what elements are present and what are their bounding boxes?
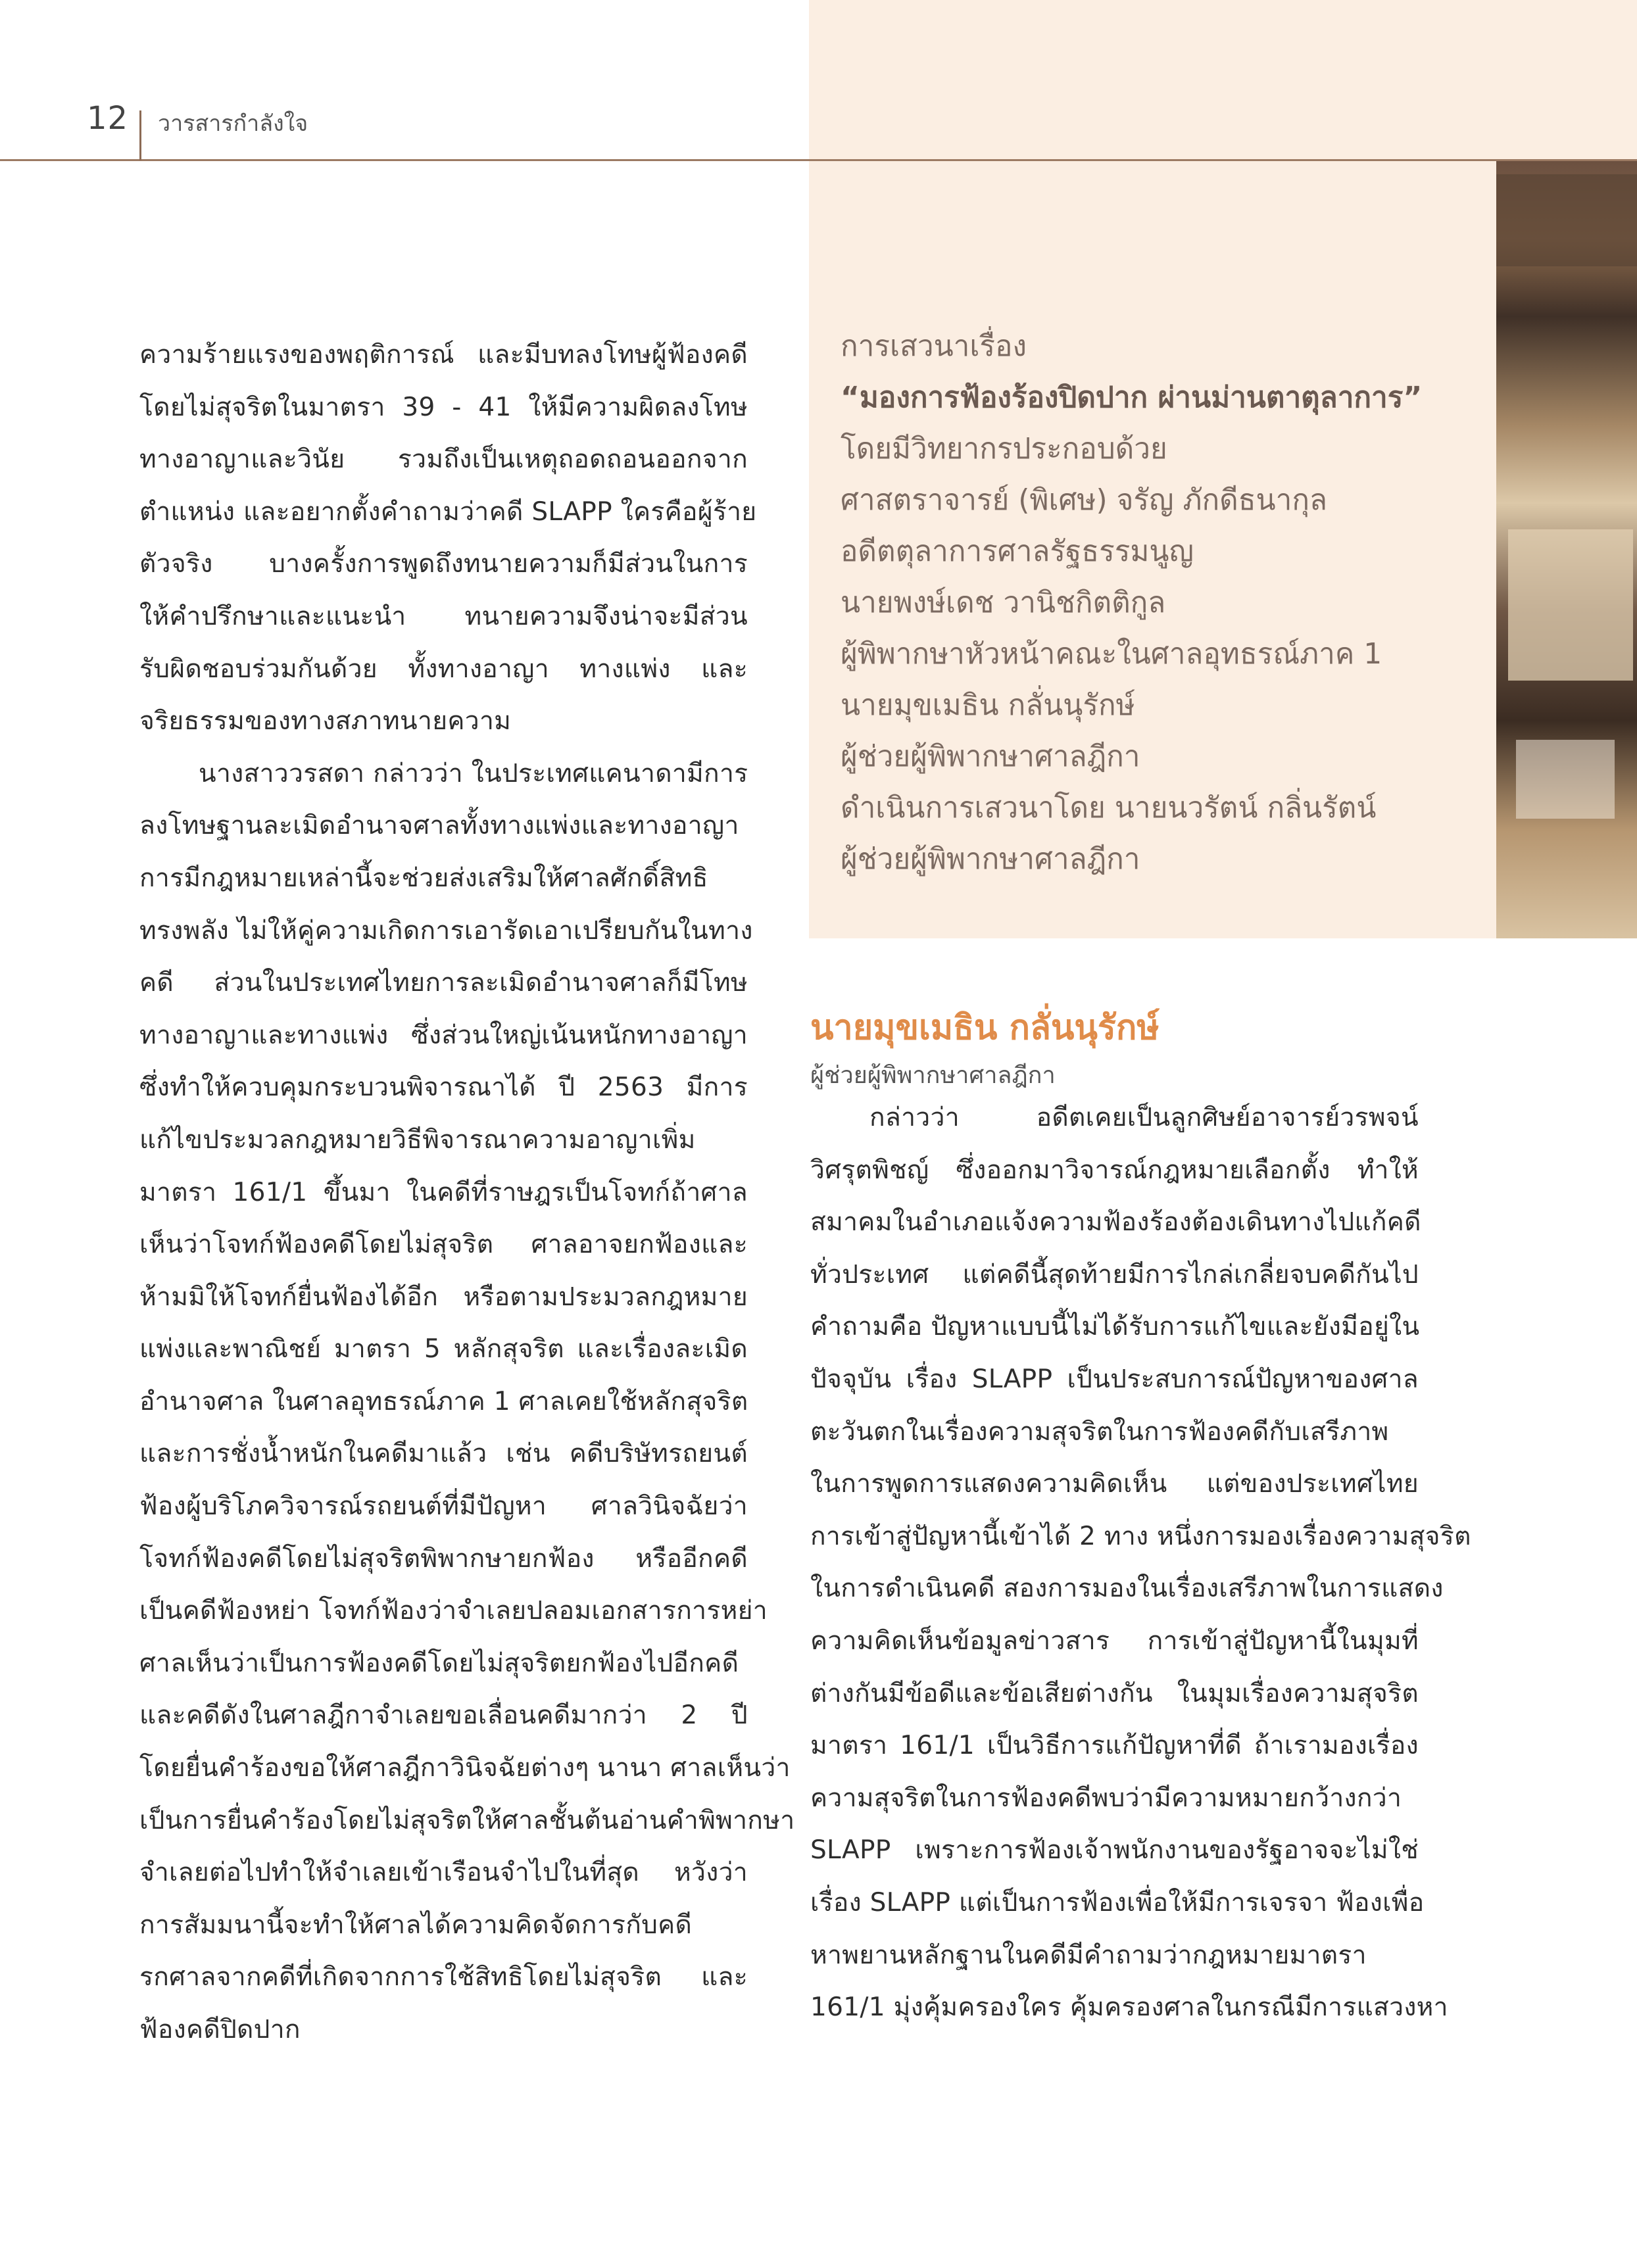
speaker-heading: นายมุขเมธิน กลั่นนุรักษ์ — [810, 1008, 1160, 1048]
body-line: ทางอาญาและวินัย รวมถึงเป็นเหตุถอดถอนออกจาก — [139, 445, 748, 475]
body-line: เห็นว่าโจทก์ฟ้องคดีโดยไม่สุจริต ศาลอาจยกฟ้องและ — [139, 1230, 748, 1260]
body-line: เป็นคดีฟ้องหย่า โจทก์ฟ้องว่าจำเลยปลอมเอกสารการหย่า — [139, 1596, 768, 1626]
speaker-role: ผู้ช่วยผู้พิพากษาศาลฎีกา — [810, 1062, 1056, 1089]
body-line: ซึ่งทำให้ควบคุมกระบวนพิจารณาได้ ปี 2563 มีการ — [139, 1073, 748, 1103]
panel-line: การเสวนาเรื่อง — [841, 329, 1027, 363]
body-line: ปัจจุบัน เรื่อง SLAPP เป็นประสบการณ์ปัญหาของศาล — [810, 1364, 1419, 1394]
body-line: ในการพูดการแสดงความคิดเห็น แต่ของประเทศไทย — [810, 1469, 1419, 1499]
body-line: จริยธรรมของทางสภาทนายความ — [139, 706, 512, 736]
body-line: มาตรา 161/1 เป็นวิธีการแก้ปัญหาที่ดี ถ้าเรามองเรื่อง — [810, 1731, 1419, 1761]
panel-line: ผู้ช่วยผู้พิพากษาศาลฎีกา — [841, 740, 1140, 773]
panel-line: ดำเนินการเสวนาโดย นายนวรัตน์ กลิ่นรัตน์ — [841, 791, 1377, 825]
body-line: เป็นการยื่นคำร้องโดยไม่สุจริตให้ศาลชั้นต้นอ่านคำพิพากษา — [139, 1805, 795, 1835]
panel-line: ผู้พิพากษาหัวหน้าคณะในศาลอุทธรณ์ภาค 1 — [841, 637, 1382, 671]
body-line: และคดีดังในศาลฎีกาจำเลยขอเลื่อนคดีมากว่า 2 ปี — [139, 1701, 748, 1731]
body-line: 161/1 มุ่งคุ้มครองใคร คุ้มครองศาลในกรณีมีการแสวงหา — [810, 1992, 1448, 2023]
body-line: ตำแหน่ง และอยากตั้งคำถามว่าคดี SLAPP ใครคือผู้ร้าย — [139, 496, 757, 527]
magazine-name: วารสารกำลังใจ — [158, 110, 308, 137]
body-line: โดยไม่สุจริตในมาตรา 39 - 41 ให้มีความผิดลงโทษ — [139, 392, 748, 422]
body-line: หาพยานหลักฐานในคดีมีคำถามว่ากฎหมายมาตรา — [810, 1940, 1367, 1970]
body-line: รับผิดชอบร่วมกันด้วย ทั้งทางอาญา ทางแพ่ง และ — [139, 654, 748, 684]
body-line: การมีกฎหมายเหล่านี้จะช่วยส่งเสริมให้ศาลศักดิ์สิทธิ — [139, 863, 708, 893]
panel-line: ผู้ช่วยผู้พิพากษาศาลฎีกา — [841, 842, 1140, 876]
header-separator — [139, 110, 141, 160]
body-line: วิศรุตพิชญ์ ซึ่งออกมาวิจารณ์กฎหมายเลือกตั้ง ทำให้ — [810, 1155, 1419, 1185]
panel-line: นายมุขเมธิน กลั่นนุรักษ์ — [841, 688, 1135, 722]
left-text-column — [139, 329, 795, 2056]
body-line: การสัมมนานี้จะทำให้ศาลได้ความคิดจัดการกับคดี — [139, 1910, 693, 1940]
body-line: ลงโทษฐานละเมิดอำนาจศาลทั้งทางแพ่งและทางอาญา — [139, 811, 739, 841]
body-line: ศาลเห็นว่าเป็นการฟ้องคดีโดยไม่สุจริตยกฟ้องไปอีกคดี — [139, 1648, 739, 1678]
body-line: ทรงพลัง ไม่ให้คู่ความเกิดการเอารัดเอาเปรียบกันในทาง — [139, 915, 753, 946]
seminar-info-text — [841, 321, 1492, 885]
body-line: แพ่งและพาณิชย์ มาตรา 5 หลักสุจริต และเรื่องละเมิด — [139, 1334, 748, 1364]
body-line: โจทก์ฟ้องคดีโดยไม่สุจริตพิพากษายกฟ้อง หรืออีกคดี — [139, 1543, 748, 1574]
body-line: กล่าวว่า อดีตเคยเป็นลูกศิษย์อาจารย์วรพจน์ — [869, 1103, 1419, 1132]
body-line: SLAPP เพราะการฟ้องเจ้าพนักงานของรัฐอาจจะไม่ใช่ — [810, 1835, 1419, 1866]
body-line: ทั่วประเทศ แต่คดีนี้สุดท้ายมีการไกล่เกลี่ยจบคดีกันไป — [810, 1259, 1419, 1290]
photo-tables — [1516, 740, 1615, 819]
body-line: มาตรา 161/1 ขึ้นมา ในคดีที่ราษฎรเป็นโจทก์ถ้าศาล — [139, 1177, 748, 1207]
panel-line: โดยมีวิทยากรประกอบด้วย — [841, 432, 1167, 466]
body-line: และการชั่งน้ำหนักในคดีมาแล้ว เช่น คดีบริษัทรถยนต์ — [139, 1439, 748, 1469]
body-line: คดี ส่วนในประเทศไทยการละเมิดอำนาจศาลก็มีโทษ — [139, 968, 748, 998]
body-line: รกศาลจากคดีที่เกิดจากการใช้สิทธิโดยไม่สุจริต และ — [139, 1962, 748, 1992]
body-line: สมาคมในอำเภอแจ้งความฟ้องร้องต้องเดินทางไปแก้คดี — [810, 1207, 1421, 1238]
body-line: ความสุจริตในการฟ้องคดีพบว่ามีความหมายกว้างกว่า — [810, 1783, 1402, 1813]
header-background — [809, 0, 1637, 160]
body-line: ตะวันตกในเรื่องความสุจริตในการฟ้องคดีกับเสรีภาพ — [810, 1416, 1389, 1447]
body-line: ให้คำปรึกษาและแนะนำ ทนายความจึงน่าจะมีส่วน — [139, 601, 748, 631]
photo-screen — [1508, 529, 1633, 681]
panel-line: นายพงษ์เดช วานิชกิตติกูล — [841, 586, 1166, 619]
body-line: คำถามคือ ปัญหาแบบนี้ไม่ได้รับการแก้ไขและยังมีอยู่ใน — [810, 1312, 1420, 1342]
body-line: ต่างกันมีข้อดีและข้อเสียต่างกัน ในมุมเรื่องความสุจริต — [810, 1678, 1419, 1708]
body-line: ฟ้องคดีปิดปาก — [139, 2015, 301, 2044]
body-line: ตัวจริง บางครั้งการพูดถึงทนายความก็มีส่วนในการ — [139, 549, 748, 579]
body-line: แก้ไขประมวลกฎหมายวิธีพิจารณาความอาญาเพิ่ม — [139, 1124, 696, 1155]
panel-line: “มองการฟ้องร้องปิดปาก ผ่านม่านตาตุลาการ” — [841, 381, 1423, 414]
photo-ceiling — [1496, 174, 1637, 266]
body-line: เรื่อง SLAPP แต่เป็นการฟ้องเพื่อให้มีการเจรจา ฟ้องเพื่อ — [810, 1887, 1425, 1918]
page-number: 12 — [87, 100, 129, 137]
body-line: นางสาววรสดา กล่าวว่า ในประเทศแคนาดามีการ — [199, 758, 748, 788]
panel-line: ศาสตราจารย์ (พิเศษ) จรัญ ภักดีธนากุล — [841, 483, 1327, 517]
body-line: การเข้าสู่ปัญหานี้เข้าได้ 2 ทาง หนึ่งการมองเรื่องความสุจริต — [810, 1521, 1471, 1551]
body-line: จำเลยต่อไปทำให้จำเลยเข้าเรือนจำไปในที่สุด หวังว่า — [139, 1858, 748, 1888]
body-line: ทางอาญาและทางแพ่ง ซึ่งส่วนใหญ่เน้นหนักทางอาญา — [139, 1020, 748, 1050]
body-line: โดยยื่นคำร้องขอให้ศาลฎีกาวินิจฉัยต่างๆ นานา ศาลเห็นว่า — [139, 1753, 791, 1783]
body-line: อำนาจศาล ในศาลอุทธรณ์ภาค 1 ศาลเคยใช้หลักสุจริต — [139, 1386, 748, 1416]
body-line: ห้ามมิให้โจทก์ยื่นฟ้องได้อีก หรือตามประมวลกฎหมาย — [139, 1282, 748, 1312]
body-line: ความคิดเห็นข้อมูลข่าวสาร การเข้าสู่ปัญหานี้ในมุมที่ — [810, 1626, 1419, 1656]
body-line: ความร้ายแรงของพฤติการณ์ และมีบทลงโทษผู้ฟ้องคดี — [139, 340, 748, 370]
right-text-column — [810, 1092, 1471, 2034]
body-line: ในการดำเนินคดี สองการมองในเรื่องเสรีภาพในการแสดง — [810, 1574, 1444, 1604]
body-line: ฟ้องผู้บริโภควิจารณ์รถยนต์ที่มีปัญหา ศาลวินิจฉัยว่า — [139, 1491, 748, 1522]
panel-line: อดีตตุลาการศาลรัฐธรรมนูญ — [841, 535, 1194, 568]
seminar-photo — [1496, 161, 1637, 938]
